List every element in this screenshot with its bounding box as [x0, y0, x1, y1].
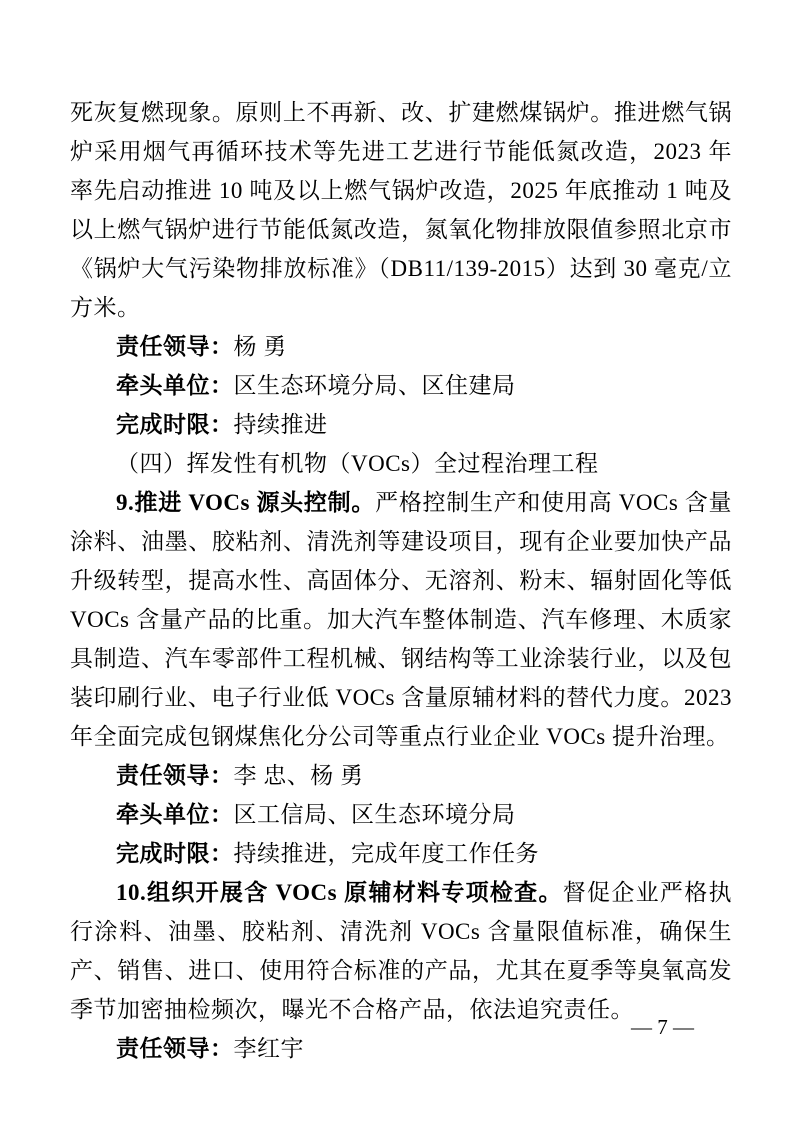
deadline-value: 持续推进，完成年度工作任务: [233, 841, 539, 866]
leader-value: 李 忠、杨 勇: [233, 763, 364, 788]
responsibility-leader-line-2: [70, 756, 732, 795]
paragraph-item-10: [70, 873, 732, 1029]
item-9-heading: 9.推进 VOCs 源头控制。: [116, 490, 376, 515]
lead-unit-value: 区生态环境分局、区住建局: [233, 373, 516, 398]
deadline-label: 完成时限：: [116, 840, 234, 866]
deadline-value: 持续推进: [233, 412, 328, 437]
item-10-heading: 10.组织开展含 VOCs 原辅材料专项检查。: [116, 880, 563, 905]
lead-unit-line-2: [70, 795, 732, 834]
paragraph-item-9: [70, 483, 732, 756]
leader-value: 杨 勇: [233, 334, 287, 359]
lead-unit-label: 牵头单位：: [116, 801, 234, 827]
lead-unit-label: 牵头单位：: [116, 372, 234, 398]
leader-value: 李红宇: [233, 1036, 304, 1061]
deadline-line-1: [70, 405, 732, 444]
item-9-body: 严格控制生产和使用高 VOCs 含量涂料、油墨、胶粘剂、清洗剂等建设项目，现有企业要加快产品升级转型，提高水性、高固体分、无溶剂、粉末、辐射固化等低 VOCs 含量产品的比重。加大汽车整体制造、汽车修理、木质家具制造、汽车零部件工程机械、钢结构等工业涂装行业，以及包装印刷行业、电子行业低 VOCs 含量原辅材料的替代力度。2023 年全面完成包钢煤焦化分公司等重点行业企业 VOCs 提升治理。: [70, 490, 733, 749]
section-heading-vocs: （四）挥发性有机物（VOCs）全过程治理工程: [116, 451, 599, 476]
item-10-body: 督促企业严格执行涂料、油墨、胶粘剂、清洗剂 VOCs 含量限值标准，确保生产、销售、进口、使用符合标准的产品，尤其在夏季等臭氧高发季节加密抽检频次，曝光不合格产品，依法追究责任。: [70, 880, 732, 1022]
responsibility-leader-line-1: [70, 327, 732, 366]
leader-label: 责任领导：: [116, 762, 234, 788]
leader-label: 责任领导：: [116, 1035, 234, 1061]
document-body: [70, 93, 732, 1068]
deadline-line-2: [70, 834, 732, 873]
page-number: — 7 —: [631, 1015, 694, 1039]
leader-label: 责任领导：: [116, 333, 234, 359]
lead-unit-line-1: [70, 366, 732, 405]
deadline-label: 完成时限：: [116, 411, 234, 437]
paragraph-boiler-retrofit: 死灰复燃现象。原则上不再新、改、扩建燃煤锅炉。推进燃气锅炉采用烟气再循环技术等先进工艺进行节能低氮改造，2023 年率先启动推进 10 吨及以上燃气锅炉改造，2025 年底推动 1 吨及以上燃气锅炉进行节能低氮改造，氮氧化物排放限值参照北京市《锅炉大气污染物排放标准》（DB11/139-2015）达到 30 毫克/立方米。: [70, 100, 732, 320]
lead-unit-value: 区工信局、区生态环境分局: [233, 802, 516, 827]
